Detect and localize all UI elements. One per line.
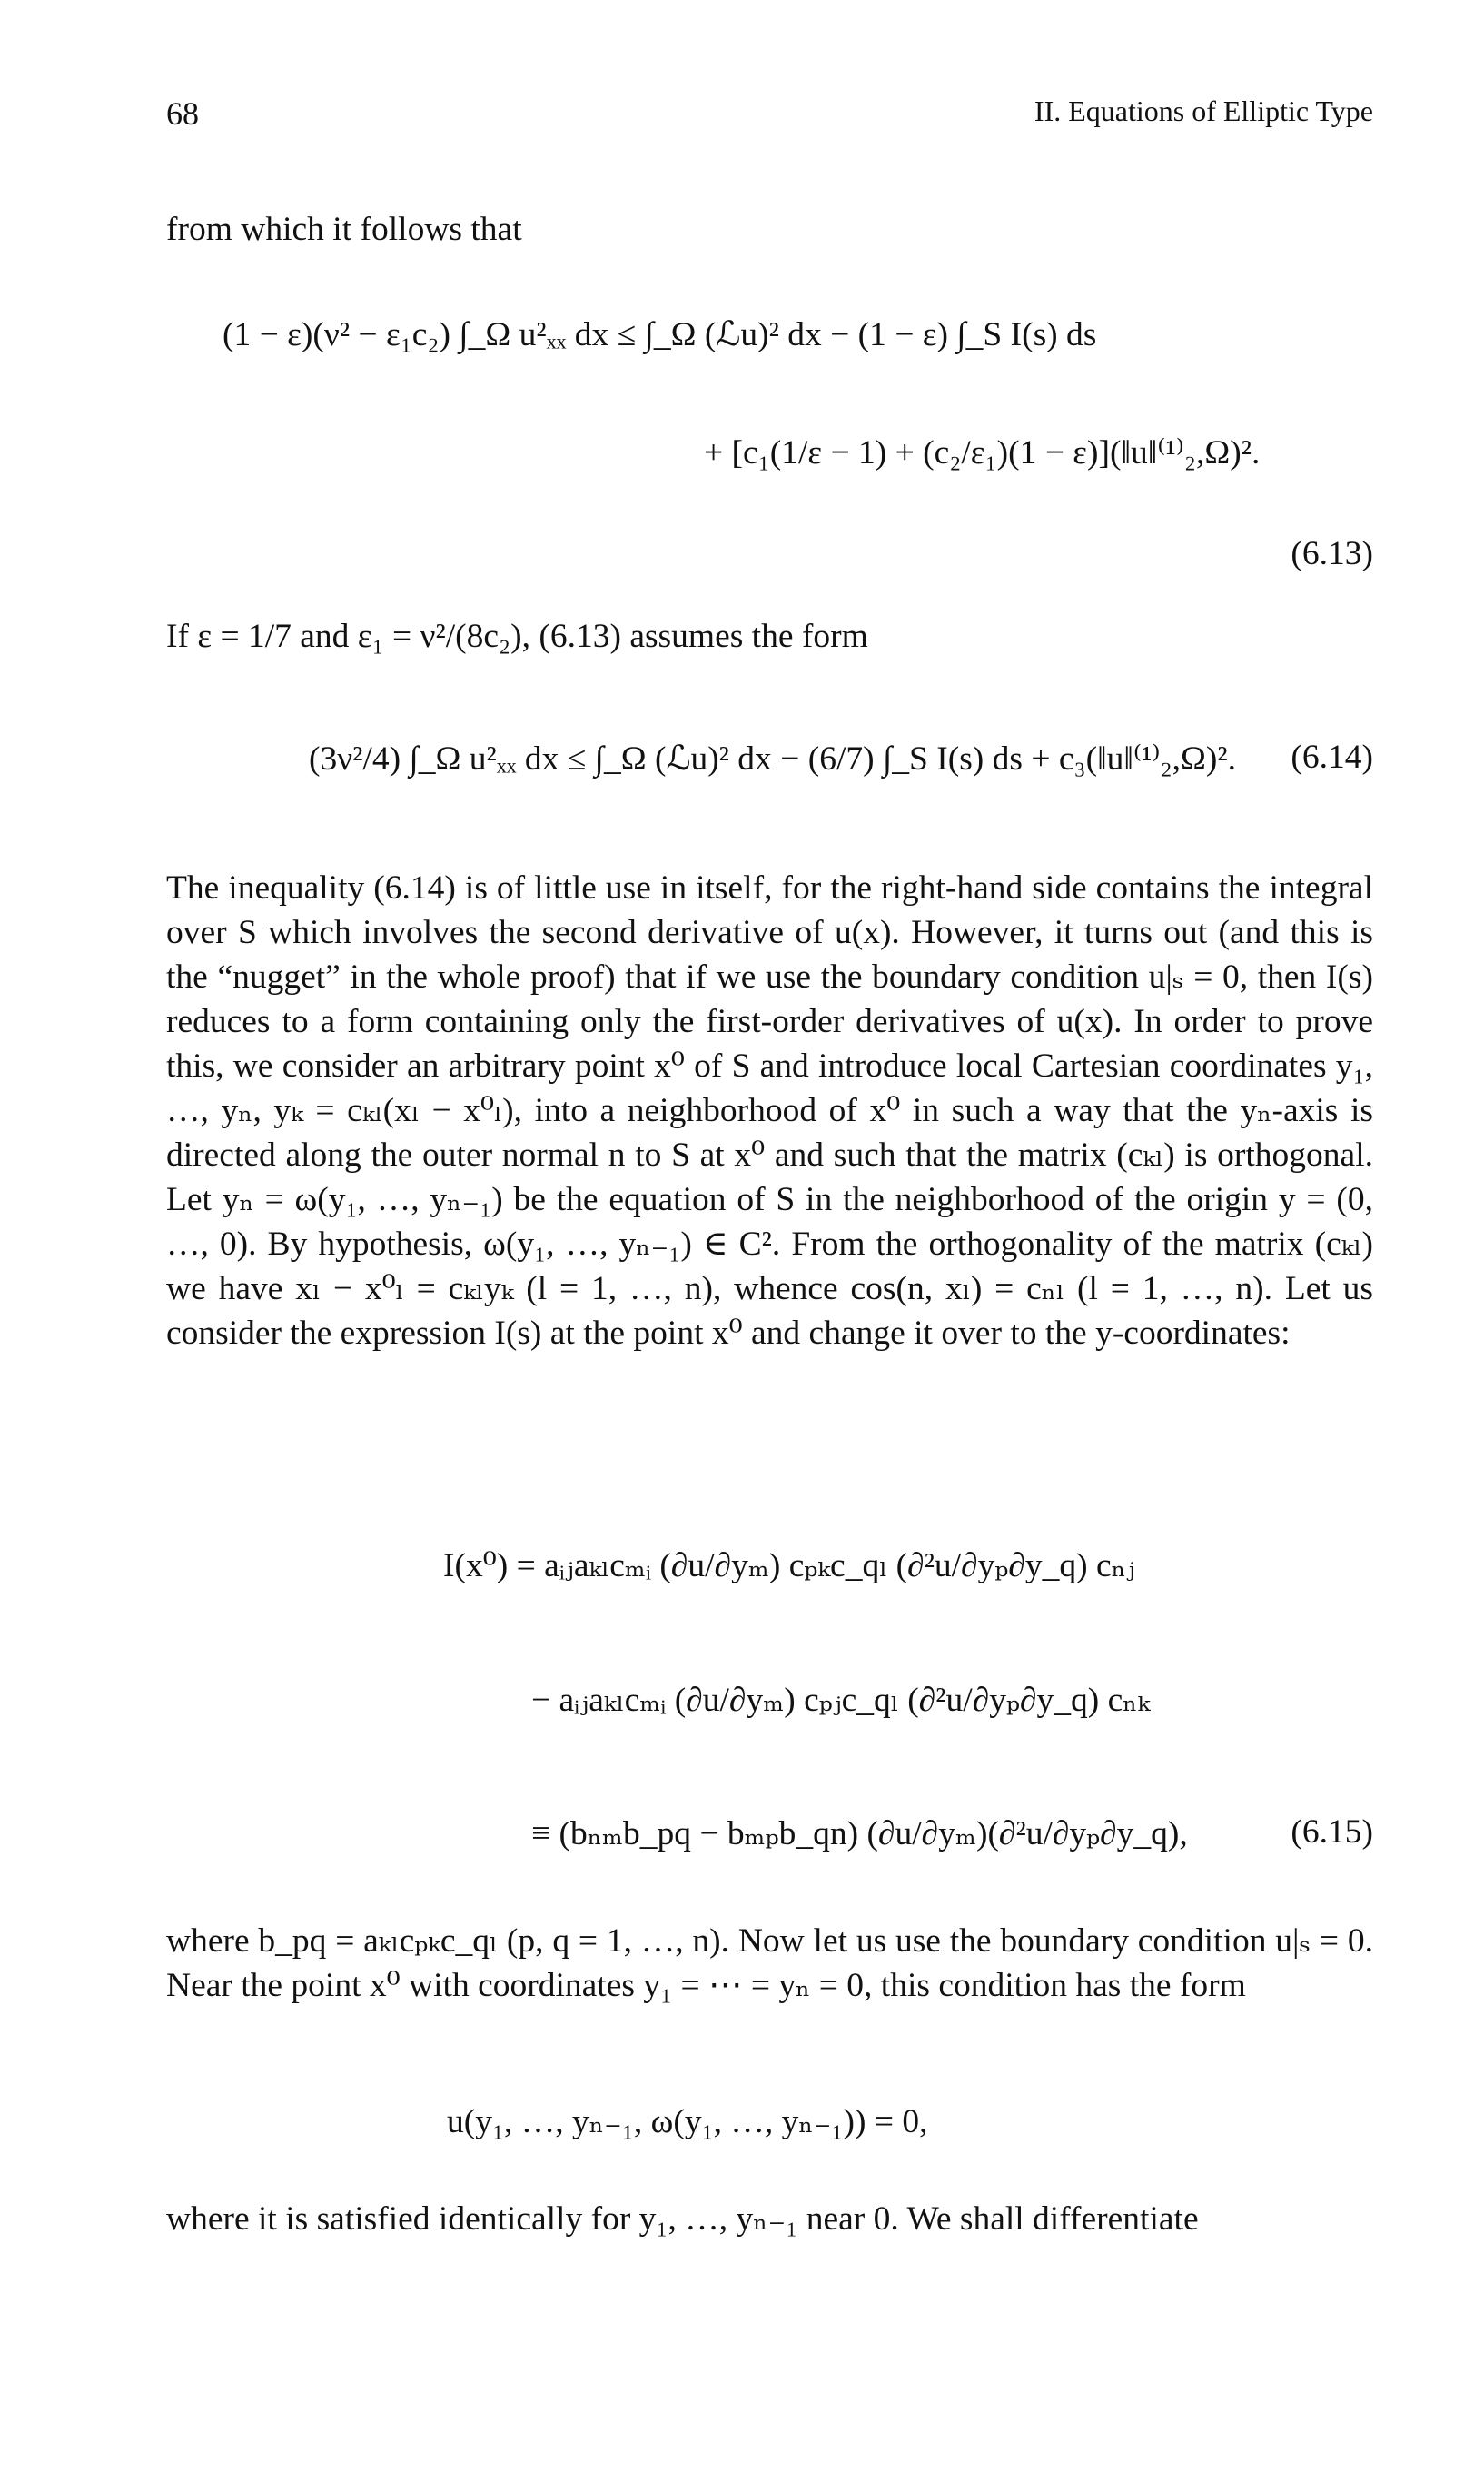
equation-6-15-line-1: I(x⁰) = aᵢⱼaₖₗcₘᵢ (∂u/∂yₘ) cₚₖc_qₗ (∂²u/∂yₚ∂y_q) cₙⱼ <box>443 1547 1135 1584</box>
equation-6-13-line-2: + [c₁(1/ε − 1) + (c₂/ε₁)(1 − ε)](‖u‖⁽¹⁾₂,Ω)². <box>704 434 1261 472</box>
page-number: 68 <box>166 95 199 132</box>
equation-6-15-line-3: ≡ (bₙₘb_pq − bₘₚb_qn) (∂u/∂yₘ)(∂²u/∂yₚ∂y_q), <box>531 1815 1188 1852</box>
equation-6-14: (3ν²/4) ∫_Ω u²ₓₓ dx ≤ ∫_Ω (ℒu)² dx − (6/7) ∫_S I(s) ds + c₃(‖u‖⁽¹⁾₂,Ω)². <box>309 740 1236 778</box>
equation-boundary-identity: u(y₁, …, yₙ₋₁, ω(y₁, …, yₙ₋₁)) = 0, <box>447 2103 928 2140</box>
equation-6-15-line-2: − aᵢⱼaₖₗcₘᵢ (∂u/∂yₘ) cₚⱼc_qₗ (∂²u/∂yₚ∂y_q) cₙₖ <box>531 1682 1151 1719</box>
intro-line: from which it follows that <box>166 211 522 248</box>
paragraph-nugget: The inequality (6.14) is of little use in itself, for the right-hand side contains the integral over S which involves the second derivative of u(x). However, it turns out (and this is the “nugget” in the whole proof) that if we use the boundary condition u|ₛ = 0, then I(s) reduces to a form containing only the first-order derivatives of u(x). In order to prove this, we consider an arbitrary point x⁰ of S and introduce local Cartesian coordinates y₁, …, yₙ, yₖ = cₖₗ(xₗ − x⁰ₗ), into a neighborhood of x⁰ in such a way that the yₙ-axis is directed along the outer normal n to S at x⁰ and such that the matrix (cₖₗ) is orthogonal. Let yₙ = ω(y₁, …, yₙ₋₁) be the equation of S in the neighborhood of the origin y = (0, …, 0). By hypothesis, ω(y₁, …, yₙ₋₁) ∈ C². From the orthogonality of the matrix (cₖₗ) we have xₗ − x⁰ₗ = cₖₗyₖ (l = 1, …, n), whence cos(n, xₗ) = cₙₗ (l = 1, …, n). Let us consider the expression I(s) at the point x⁰ and change it over to the y-coordinates: <box>166 869 1373 1352</box>
paragraph-epsilon-choice: If ε = 1/7 and ε₁ = ν²/(8c₂), (6.13) assumes the form <box>166 618 868 655</box>
running-header <box>166 94 1373 140</box>
paragraph-boundary-condition: where b_pq = aₖₗcₚₖc_qₗ (p, q = 1, …, n). Now let us use the boundary condition u|ₛ = 0. Near the point x⁰ with coordinates y₁ = ⋯ = yₙ = 0, this condition has the form <box>166 1922 1373 2004</box>
paragraph-differentiate: where it is satisfied identically for y₁, …, yₙ₋₁ near 0. We shall differentiate <box>166 2200 1199 2238</box>
running-title: II. Equations of Elliptic Type <box>1034 94 1373 127</box>
equation-6-13-line-1: (1 − ε)(ν² − ε₁c₂) ∫_Ω u²ₓₓ dx ≤ ∫_Ω (ℒu)² dx − (1 − ε) ∫_S I(s) ds <box>223 316 1097 353</box>
equation-label-6-14: (6.14) <box>1291 739 1373 776</box>
equation-label-6-13: (6.13) <box>1291 535 1373 572</box>
equation-label-6-15: (6.15) <box>1291 1813 1373 1851</box>
